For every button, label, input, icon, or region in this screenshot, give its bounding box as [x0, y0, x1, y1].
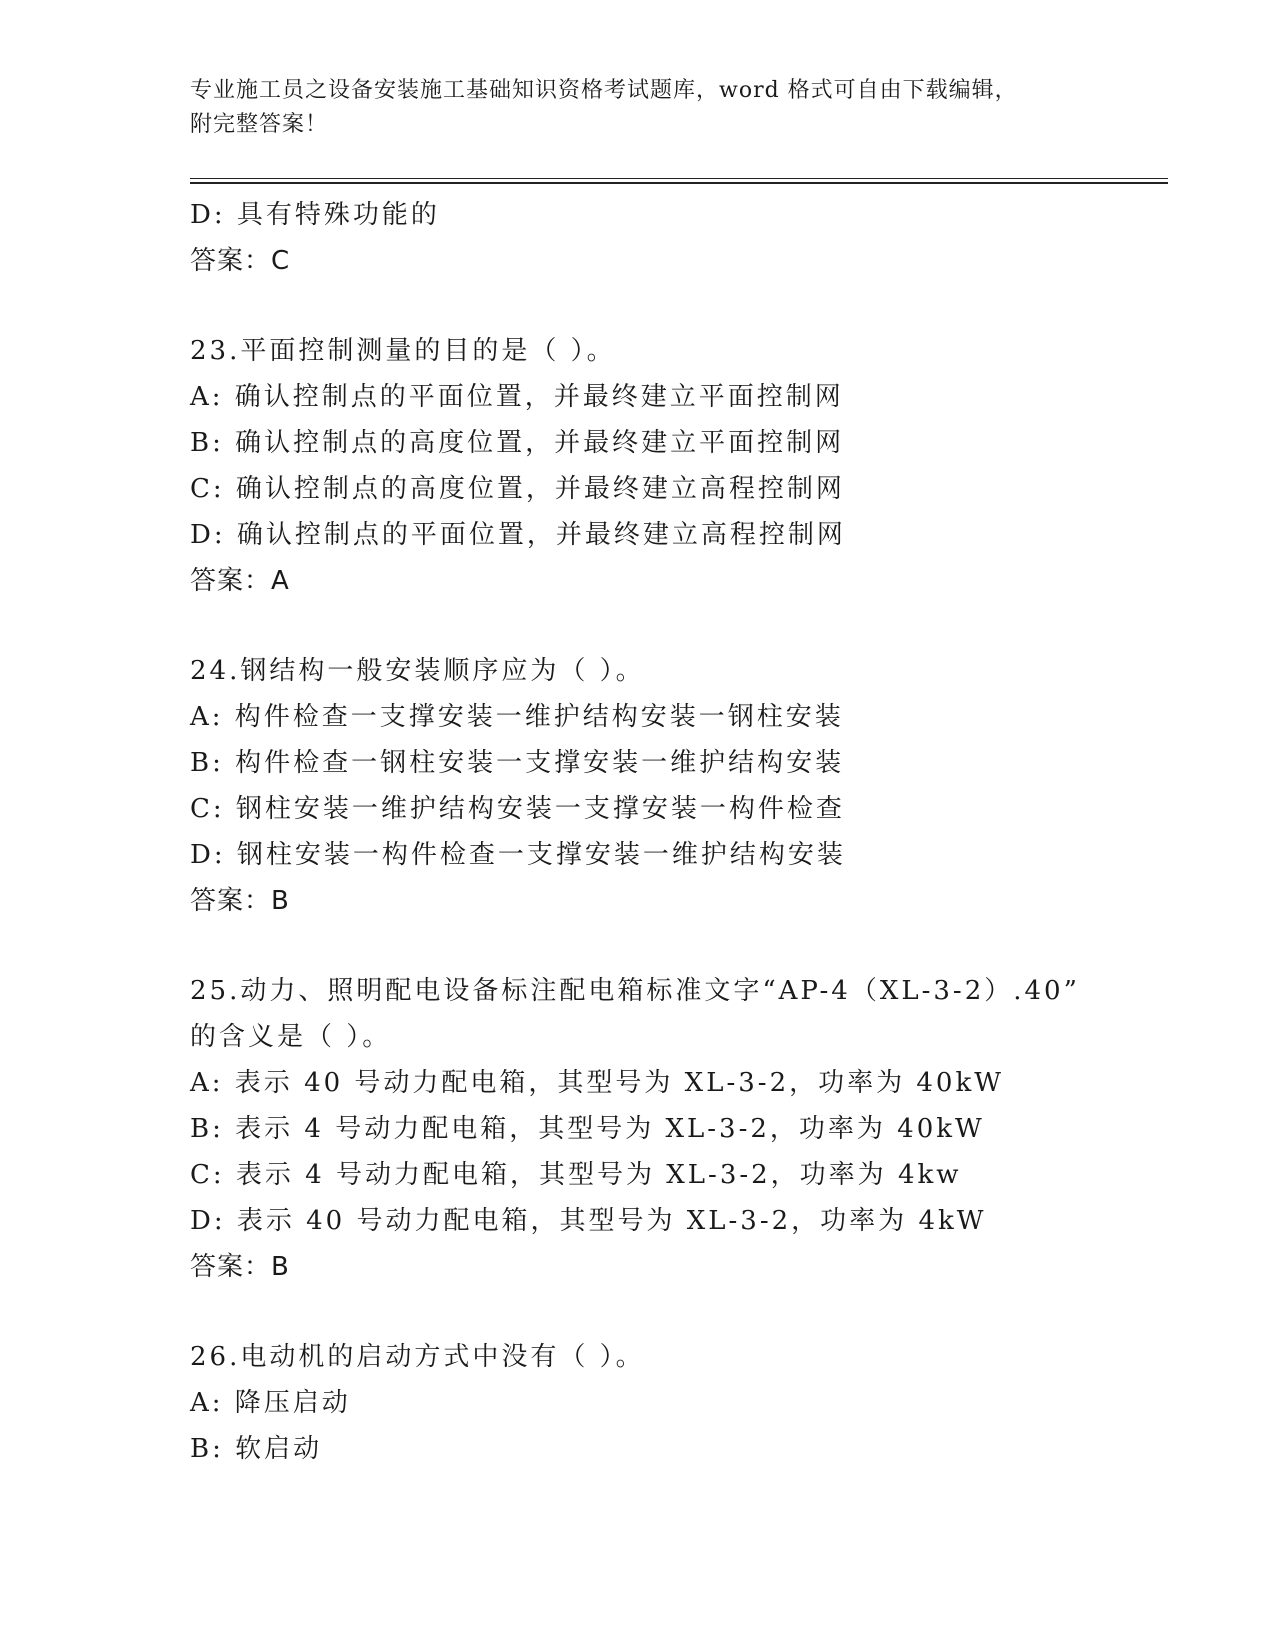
- question-25-stem-line-1: 25.动力、照明配电设备标注配电箱标准文字“AP-4（XL-3-2）.40”: [190, 976, 1080, 1006]
- question-23-answer: 答案：A: [190, 566, 290, 596]
- question-26-stem: 26.电动机的启动方式中没有（ ）。: [190, 1342, 645, 1372]
- question-24-option-b: B: 构件检查一钢柱安装一支撑安装一维护结构安装: [190, 748, 845, 778]
- question-24-option-d: D: 钢柱安装一构件检查一支撑安装一维护结构安装: [190, 840, 846, 870]
- header-line-1: 专业施工员之设备安装施工基础知识资格考试题库，word 格式可自由下载编辑，: [190, 78, 1018, 103]
- question-23-stem: 23.平面控制测量的目的是（ ）。: [190, 336, 616, 366]
- question-25-option-b: B: 表示 4 号动力配电箱，其型号为 XL-3-2，功率为 40kW: [190, 1114, 985, 1144]
- spacer: [190, 1290, 1168, 1334]
- prev-answer: 答案：C: [190, 246, 291, 276]
- question-23-option-d: D: 确认控制点的平面位置，并最终建立高程控制网: [190, 520, 846, 550]
- header-rule-thick: [190, 182, 1168, 184]
- question-23-option-b: B: 确认控制点的高度位置，并最终建立平面控制网: [190, 428, 845, 458]
- question-23-option-c: C: 确认控制点的高度位置，并最终建立高程控制网: [190, 474, 845, 504]
- header-line-2: 附完整答案！: [190, 112, 329, 137]
- question-25-stem-line-2: 的含义是（ ）。: [190, 1022, 392, 1052]
- spacer: [190, 924, 1168, 968]
- question-24-answer: 答案：B: [190, 886, 290, 916]
- spacer: [190, 284, 1168, 328]
- document-header: [190, 74, 1070, 142]
- question-24-stem: 24.钢结构一般安装顺序应为（ ）。: [190, 656, 645, 686]
- question-26-option-b: B: 软启动: [190, 1434, 323, 1464]
- spacer: [190, 604, 1168, 648]
- prev-option-d: D: 具有特殊功能的: [190, 200, 440, 230]
- question-25-option-c: C: 表示 4 号动力配电箱，其型号为 XL-3-2，功率为 4kw: [190, 1160, 962, 1190]
- question-23-option-a: A: 确认控制点的平面位置，并最终建立平面控制网: [190, 382, 844, 412]
- question-content: [190, 192, 1168, 1472]
- question-26-option-a: A: 降压启动: [190, 1388, 351, 1418]
- question-25-answer: 答案：B: [190, 1252, 290, 1282]
- header-rule-thin: [190, 178, 1168, 179]
- question-24-option-a: A: 构件检查一支撑安装一维护结构安装一钢柱安装: [190, 702, 844, 732]
- question-25-option-d: D: 表示 40 号动力配电箱，其型号为 XL-3-2，功率为 4kW: [190, 1206, 987, 1236]
- question-24-option-c: C: 钢柱安装一维护结构安装一支撑安装一构件检查: [190, 794, 845, 824]
- question-25-option-a: A: 表示 40 号动力配电箱，其型号为 XL-3-2，功率为 40kW: [190, 1068, 1004, 1098]
